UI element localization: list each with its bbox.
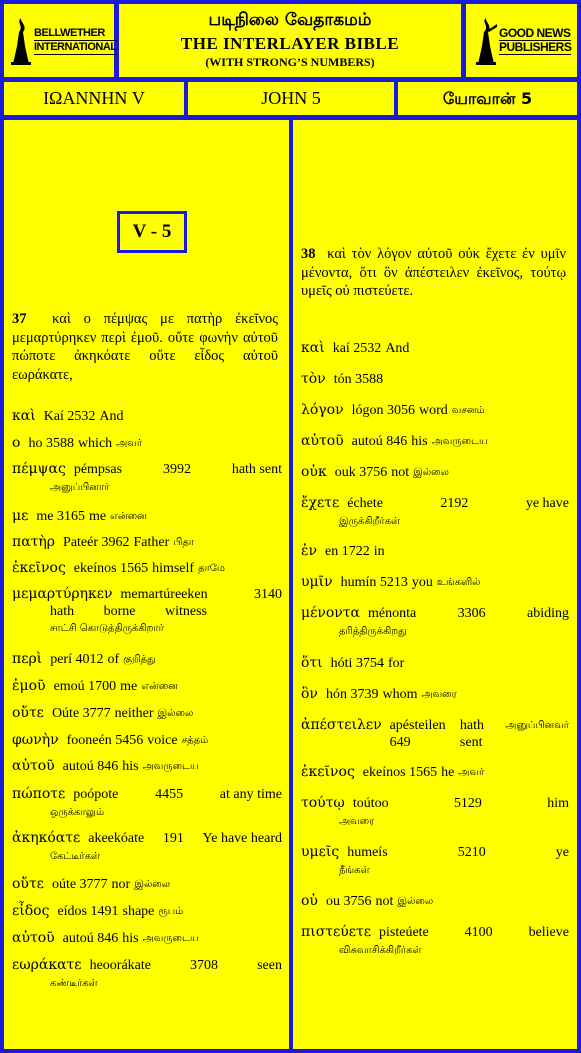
english-gloss: not	[375, 894, 394, 909]
greek-word: μεμαρτύρηκεν	[12, 586, 113, 602]
tamil-gloss: அவருடைய	[431, 436, 488, 447]
transliteration: tón 3588	[333, 372, 384, 387]
word-entry	[12, 732, 282, 749]
transliteration: me 3165	[36, 509, 85, 524]
word-entry	[301, 543, 569, 560]
bellwether-logo	[10, 16, 117, 66]
english-gloss: of	[107, 652, 120, 667]
tamil-gloss: என்னை	[141, 681, 178, 692]
transliteration: autoú 846	[351, 434, 408, 449]
greek-word: εἶδος	[12, 903, 50, 919]
right-column	[293, 120, 577, 1049]
english-gloss: ye	[555, 845, 569, 860]
word-entry	[12, 758, 282, 775]
transliteration: poópote	[73, 787, 119, 802]
verse-text: καὶ τὸν λόγον αὐτοῦ οὐκ ἔχετε ἐν υμῖν μένοντα, ὅτι ὃν ἀπέστειλεν ἐκεῖνος, τούτῳ υμεῖς οὐ πιστεύετε.	[301, 246, 566, 299]
book-title-tamil: யோவான் 5	[398, 82, 577, 115]
greek-word: ὅτι	[301, 655, 323, 671]
book-title-english: JOHN 5	[188, 82, 394, 115]
transliteration: ho 3588	[28, 436, 74, 451]
strongs-number: 2192	[440, 496, 469, 511]
word-entry	[12, 830, 282, 865]
strongs-number: 4100	[464, 925, 493, 940]
english-gloss: which	[77, 436, 113, 451]
english-gloss: shape	[122, 904, 155, 919]
word-entry	[12, 786, 282, 821]
tamil-gloss: அனுப்பினார்	[50, 482, 110, 493]
english-gloss: neither	[114, 706, 154, 721]
word-entry	[301, 924, 569, 959]
english-gloss: me	[88, 509, 107, 524]
tamil-gloss: பிதா	[173, 537, 195, 548]
greek-word: υμεῖς	[301, 844, 340, 860]
english-gloss: him	[547, 796, 569, 811]
greek-word: ἐκεῖνος	[12, 560, 66, 576]
greek-word: ἐκεῖνος	[301, 764, 355, 780]
word-entry	[12, 534, 282, 551]
tamil-gloss: வசனம்	[451, 405, 485, 416]
transliteration: Kaí 2532	[43, 409, 96, 424]
transliteration: fooneén 5456	[66, 733, 144, 748]
verse-number: 37	[12, 311, 27, 327]
word-entry	[301, 495, 569, 530]
greek-word: οὔτε	[12, 705, 44, 721]
word-entry	[12, 586, 282, 637]
logo-line-1: GOOD NEWS	[499, 26, 571, 40]
english-gloss: hath borne witness	[50, 604, 207, 619]
logo-line-2: INTERNATIONAL	[34, 41, 117, 53]
transliteration: Oúte 3777	[51, 706, 111, 721]
word-entry	[301, 686, 569, 703]
tamil-gloss: என்னை	[110, 511, 147, 522]
transliteration: kaí 2532	[332, 341, 382, 356]
transliteration: eídos 1491	[57, 904, 119, 919]
english-gloss: seen	[257, 958, 282, 973]
transliteration: toútoo	[352, 796, 389, 811]
left-column	[4, 120, 289, 1049]
transliteration: pémpsas	[73, 462, 123, 477]
tamil-gloss: விசுவாசிக்கிறீர்கள்	[339, 945, 422, 956]
word-entry	[12, 705, 282, 722]
greek-word: υμῖν	[301, 574, 333, 590]
header-title-panel	[119, 4, 461, 77]
strongs-number: 3708	[190, 958, 219, 973]
transliteration: échete	[347, 496, 383, 511]
english-gloss: he	[441, 765, 455, 780]
tamil-gloss: அவர்	[116, 438, 143, 449]
tamil-gloss: இல்லை	[134, 879, 171, 890]
tamil-gloss: அனுப்பினவர்	[505, 720, 569, 731]
word-entry	[301, 795, 569, 830]
herald-figure-icon	[474, 16, 498, 66]
english-gloss: And	[99, 409, 124, 424]
logo-line-2: PUBLISHERS	[499, 40, 572, 54]
strongs-number: 3306	[457, 606, 486, 621]
word-entry	[12, 957, 282, 992]
word-entry	[301, 605, 569, 640]
word-entry	[12, 408, 282, 425]
english-gloss: whom	[382, 687, 418, 702]
tamil-gloss: ஒருக்காலும்	[50, 807, 105, 818]
word-entry	[12, 435, 282, 452]
logo-line-1: BELLWETHER	[34, 27, 117, 41]
title-subtitle: (WITH STRONG’S NUMBERS)	[205, 55, 375, 69]
greek-word: ἀκηκόατε	[12, 830, 81, 846]
tamil-gloss: சத்தம்	[181, 735, 209, 746]
english-gloss: for	[387, 656, 405, 671]
transliteration: hóti 3754	[330, 656, 384, 671]
strongs-number: 5210	[457, 845, 486, 860]
goodnews-logo	[474, 16, 571, 66]
greek-word: ἐμοῦ	[12, 678, 46, 694]
english-gloss: his	[411, 434, 428, 449]
tamil-gloss: உங்களில்	[436, 577, 481, 588]
english-gloss: not	[391, 465, 410, 480]
english-gloss: in	[373, 544, 385, 559]
transliteration: akeekóate	[88, 831, 145, 846]
transliteration: autoú 846	[62, 931, 119, 946]
transliteration: ekeínos 1565	[362, 765, 438, 780]
goodnews-logo-panel	[466, 4, 577, 77]
transliteration: ekeínos 1565	[73, 561, 149, 576]
english-gloss: And	[385, 341, 410, 356]
ram-figure-icon	[10, 16, 32, 66]
strongs-number: 4455	[155, 787, 184, 802]
english-gloss: word	[419, 403, 448, 418]
tamil-gloss: அவரை	[339, 816, 375, 827]
greek-word: πιστεύετε	[301, 924, 372, 940]
english-gloss: Ye have heard	[202, 831, 282, 846]
transliteration: humín 5213	[340, 575, 408, 590]
transliteration: en 1722	[325, 544, 370, 559]
transliteration: hón 3739	[325, 687, 379, 702]
book-title-greek: ΙΩΑΝΝΗΝ V	[4, 82, 184, 115]
tamil-gloss: அவரை	[421, 689, 457, 700]
word-entry	[301, 655, 569, 672]
tamil-gloss: சாட்சி கொடுத்திருக்கிறார்	[50, 623, 164, 634]
greek-word: οὐκ	[301, 464, 327, 480]
greek-word: καὶ	[12, 408, 36, 424]
english-gloss: me	[120, 679, 138, 694]
tamil-gloss: அவர்	[458, 767, 485, 778]
bellwether-logo-panel	[4, 4, 117, 77]
tamil-gloss: இல்லை	[413, 467, 449, 478]
greek-word: ἔχετε	[301, 495, 340, 511]
greek-word: αὐτοῦ	[301, 433, 344, 449]
verse-38	[301, 245, 566, 301]
title-main: THE INTERLAYER BIBLE	[180, 34, 400, 53]
transliteration: heoorákate	[89, 958, 151, 973]
transliteration: Pateér 3962	[63, 535, 130, 550]
greek-word: πώποτε	[12, 786, 66, 802]
greek-word: λόγον	[301, 402, 344, 418]
word-entry	[12, 508, 282, 525]
word-entry	[301, 893, 569, 910]
transliteration: ouk 3756	[334, 465, 388, 480]
transliteration: pisteúete	[379, 925, 429, 940]
strongs-number: 3992	[162, 462, 191, 477]
english-gloss: Father	[133, 535, 170, 550]
english-gloss: hath sent	[459, 718, 485, 750]
title-tamil: படிநிலை வேதாகமம்	[208, 10, 372, 30]
tamil-gloss: குறித்து	[123, 654, 156, 665]
word-entry	[12, 930, 282, 947]
word-entry	[301, 433, 569, 450]
greek-word: ὃν	[301, 686, 318, 702]
transliteration: apésteilen 649	[389, 718, 446, 750]
word-entry	[12, 651, 282, 668]
tamil-gloss: கேட்டீர்கள்	[50, 851, 101, 862]
transliteration: humeís	[347, 845, 388, 860]
transliteration: ou 3756	[325, 894, 372, 909]
verse-number: 38	[301, 246, 316, 262]
english-gloss: nor	[111, 877, 131, 892]
strongs-number: 191	[162, 831, 184, 846]
greek-word: πέμψας	[12, 461, 66, 477]
chapter-label: V - 5	[117, 211, 187, 253]
greek-word: τὸν	[301, 371, 326, 387]
greek-word: οὐ	[301, 893, 318, 909]
strongs-number: 3140	[254, 587, 282, 602]
greek-word: περὶ	[12, 651, 43, 667]
tamil-gloss: இல்லை	[157, 708, 194, 719]
english-gloss: you	[411, 575, 433, 590]
greek-word: ἀπέστειλεν	[301, 717, 382, 733]
word-entry	[301, 764, 569, 781]
tamil-gloss: ரூபம்	[158, 906, 184, 917]
greek-word: ο	[12, 435, 21, 451]
transliteration: emoú 1700	[53, 679, 117, 694]
word-entry	[12, 461, 282, 496]
word-entry	[301, 574, 569, 591]
english-gloss: at any time	[219, 787, 282, 802]
tamil-gloss: அவருடைய	[142, 933, 199, 944]
greek-word: μένοντα	[301, 605, 361, 621]
word-entry	[12, 903, 282, 920]
tamil-gloss: தாமே	[198, 563, 225, 574]
greek-word: ἐν	[301, 543, 318, 559]
transliteration: oúte 3777	[51, 877, 108, 892]
greek-word: με	[12, 508, 29, 524]
greek-word: αὐτοῦ	[12, 758, 55, 774]
english-gloss: hath sent	[231, 462, 282, 477]
word-entry	[12, 876, 282, 893]
word-entry	[301, 340, 569, 357]
tamil-gloss: அவருடைய	[142, 761, 199, 772]
greek-word: αὐτοῦ	[12, 930, 55, 946]
transliteration: perí 4012	[50, 652, 104, 667]
english-gloss: himself	[152, 561, 195, 576]
word-entry	[301, 717, 569, 751]
word-entry	[301, 464, 569, 481]
tamil-gloss: இல்லை	[397, 896, 434, 907]
english-gloss: his	[122, 759, 139, 774]
transliteration: ménonta	[368, 606, 417, 621]
word-entry	[301, 844, 569, 879]
greek-word: πατὴρ	[12, 534, 56, 550]
tamil-gloss: இருக்கிறீர்கள்	[339, 516, 401, 527]
greek-word: οὔτε	[12, 876, 44, 892]
greek-word: φωνὴν	[12, 732, 59, 748]
english-gloss: voice	[147, 733, 178, 748]
word-entry	[12, 678, 282, 695]
english-gloss: ye have	[525, 496, 569, 511]
verse-text: καὶ ο πέμψας με πατὴρ ἐκεῖνος μεμαρτύρηκεν περὶ ἐμοῦ. οὔτε φωνὴν αὐτοῦ πώποτε ἀκηκόατε οὔτε εἶδος αὐτοῦ εωράκατε,	[12, 311, 279, 383]
tamil-gloss: கண்டீர்கள்	[50, 978, 98, 989]
word-entry	[12, 560, 282, 577]
transliteration: memartúreeken	[120, 587, 208, 602]
english-gloss: his	[122, 931, 139, 946]
greek-word: τούτῳ	[301, 795, 345, 811]
tamil-gloss: தரித்திருக்கிறது	[339, 626, 407, 637]
transliteration: lógon 3056	[351, 403, 415, 418]
strongs-number: 5129	[453, 796, 482, 811]
verse-37	[12, 310, 278, 384]
english-gloss: abiding	[526, 606, 569, 621]
word-entry	[301, 371, 569, 388]
tamil-gloss: நீங்கள்	[339, 865, 370, 876]
greek-word: εωράκατε	[12, 957, 82, 973]
transliteration: autoú 846	[62, 759, 119, 774]
word-entry	[301, 402, 569, 419]
english-gloss: believe	[528, 925, 569, 940]
greek-word: καὶ	[301, 340, 325, 356]
